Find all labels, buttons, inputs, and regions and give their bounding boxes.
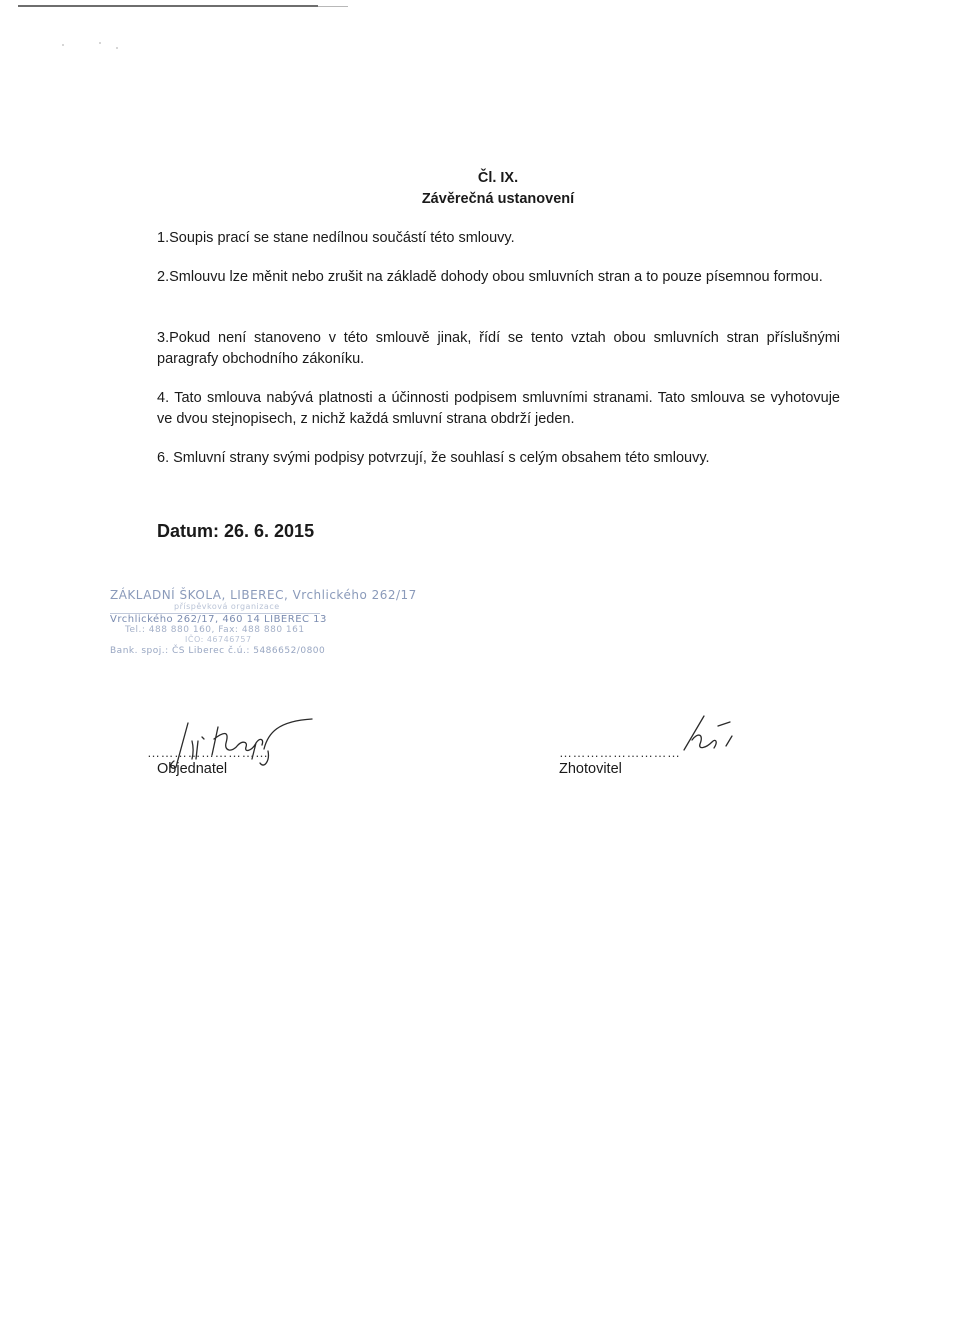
school-stamp	[110, 588, 417, 656]
stamp-line-name: ZÁKLADNÍ ŠKOLA, LIBEREC, Vrchlického 262/17	[110, 588, 417, 602]
scan-edge-mark	[18, 5, 318, 7]
paragraph-6: 6. Smluvní strany svými podpisy potvrzují, že souhlasí s celým obsahem této smlouvy.	[157, 450, 710, 466]
zhotovitel-signature	[670, 712, 740, 762]
paragraph-2: 2.Smlouvu lze měnit nebo zrušit na základě dohody obou smluvních stran a to pouze písemnou formou.	[157, 269, 823, 285]
stamp-line-type: příspěvková organizace	[174, 602, 280, 611]
paragraph-3: 3.Pokud není stanoveno v této smlouvě jinak, řídí se tento vztah obou smluvních stran příslušnými paragrafy obchodního zákoníku.	[157, 330, 840, 367]
article-number: Čl. IX.	[477, 170, 519, 186]
contract-date: Datum: 26. 6. 2015	[157, 521, 315, 541]
paragraph-4: 4. Tato smlouva nabývá platnosti a účinnosti podpisem smluvními stranami. Tato smlouva se vyhotovuje ve dvou stejnopisech, z nichž každá smluvní strana obdrží jeden.	[157, 390, 840, 427]
scan-edge-mark-faint	[318, 6, 348, 7]
stamp-line-address: Vrchlického 262/17, 460 14 LIBEREC 13	[110, 614, 327, 625]
stamp-line-ico: IČO: 46746757	[185, 635, 252, 644]
scan-speck	[99, 42, 101, 44]
stamp-line-phone: Tel.: 488 880 160, Fax: 488 880 161	[125, 625, 305, 635]
scan-speck	[116, 47, 118, 49]
signature-line-left: ………………………	[147, 745, 269, 760]
scan-speck	[62, 44, 64, 46]
zhotovitel-label: Zhotovitel	[559, 761, 622, 777]
article-title: Závěrečná ustanovení	[421, 191, 575, 207]
stamp-line-bank: Bank. spoj.: ČS Liberec č.ú.: 5486652/0800	[110, 646, 326, 656]
paragraph-1: 1.Soupis prací se stane nedílnou součástí této smlouvy.	[157, 230, 515, 246]
objednatel-label: Objednatel	[157, 761, 228, 777]
signature-line-right: ………………………	[559, 745, 681, 760]
